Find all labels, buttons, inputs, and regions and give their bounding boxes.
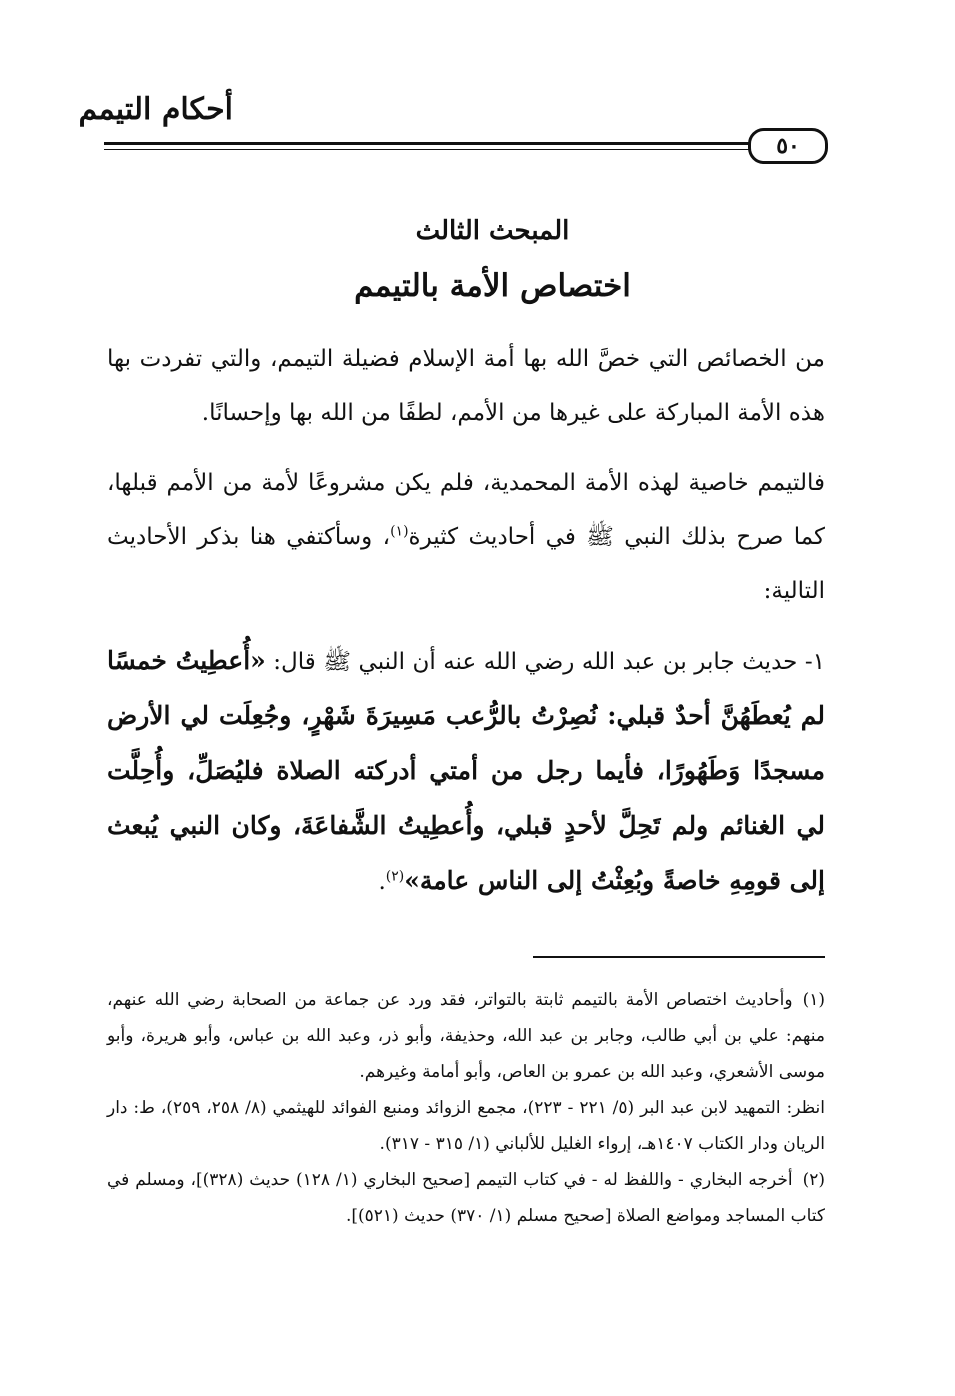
footnote-separator <box>533 956 825 958</box>
footnote-2-text: أخرجه البخاري - واللفظ له - في كتاب التيمم [صحيح البخاري (١/ ١٢٨) حديث (٣٢٨)]، ومسلم في كتاب المساجد ومواضع الصلاة [صحيح مسلم (١/ ٣٧٠) حديث (٥٢١)]. <box>107 1170 825 1226</box>
footnote-1-number: (١) <box>802 990 825 1010</box>
footnote-ref-1: (١) <box>390 523 409 540</box>
page-number: ٥٠ <box>748 128 828 164</box>
section-label: المبحث الثالث <box>415 216 570 246</box>
header-rule <box>104 142 826 145</box>
header-rule-thin <box>104 149 826 150</box>
running-header-title: أحكام التيمم <box>78 92 233 127</box>
hadith-end: . <box>378 869 386 895</box>
paragraph-2-text-b: ، وسأكتفي هنا بذكر الأحاديث التالية: <box>107 524 825 604</box>
footnote-ref-2: (٢) <box>385 868 405 885</box>
paragraph-1: من الخصائص التي خصَّ الله بها أمة الإسلام فضيلة التيمم، والتي تفردت بها هذه الأمة المباركة على غيرها من الأمم، لطفًا من الله بها وإحسانًا. <box>107 346 825 426</box>
paragraph-2-text-a: فالتيمم خاصية لهذه الأمة المحمدية، فلم يكن مشروعًا لأمة من الأمم قبلها، كما صرح بذلك النبي ﷺ في أحاديث كثيرة <box>107 470 825 550</box>
footnote-1 <box>107 982 825 1090</box>
hadith-paragraph <box>107 634 825 909</box>
footnote-2 <box>107 1162 825 1234</box>
footnotes <box>107 982 825 1234</box>
main-text <box>107 332 825 925</box>
footnote-2-number: (٢) <box>802 1170 825 1190</box>
paragraph-2 <box>107 456 825 618</box>
hadith-text: «أُعطِيتُ خمسًا لم يُعطَهُنَّ أحدٌ قبلي: نُصِرْتُ بالرُّعب مَسِيرَةَ شَهْرٍ، وجُعِلَت لي الأرض مسجدًا وَطَهُورًا، فأيما رجل من أمتي أدركته الصلاة فليُصَلِّ، وأُحِلَّت لي الغنائم ولم تَحِلَّ لأحدٍ قبلي، وأُعطِيتُ الشَّفاعَةَ، وكان النبي يُبعث إلى قومِهِ خاصةً وبُعِثْتُ إلى الناس عامة» <box>107 646 825 895</box>
footnote-1-text: وأحاديث اختصاص الأمة بالتيمم ثابتة بالتواتر، فقد ورد عن جماعة من الصحابة رضي الله عنهم، منهم: علي بن أبي طالب، وجابر بن عبد الله، وحذيفة، وأبو ذر، وعبد الله بن عباس، وأبو هريرة، وأبو موسى الأشعري، وعبد الله بن عمرو بن العاص، وأبو أمامة وغيرهم. <box>107 990 825 1082</box>
footnote-1-sources: انظر: التمهيد لابن عبد البر (٥/ ٢٢١ - ٢٢٣)، مجمع الزوائد ومنبع الفوائد للهيثمي (٨/ ٢٥٨، ٢٥٩)، ط: دار الريان ودار الكتاب ١٤٠٧هـ، إرواء الغليل للألباني (١/ ٣١٥ - ٣١٧). <box>107 1098 826 1154</box>
hadith-intro: حديث جابر بن عبد الله رضي الله عنه أن النبي ﷺ قال: <box>273 649 798 675</box>
hadith-number: ١- <box>804 649 826 675</box>
section-title: اختصاص الأمة بالتيمم <box>354 268 631 304</box>
